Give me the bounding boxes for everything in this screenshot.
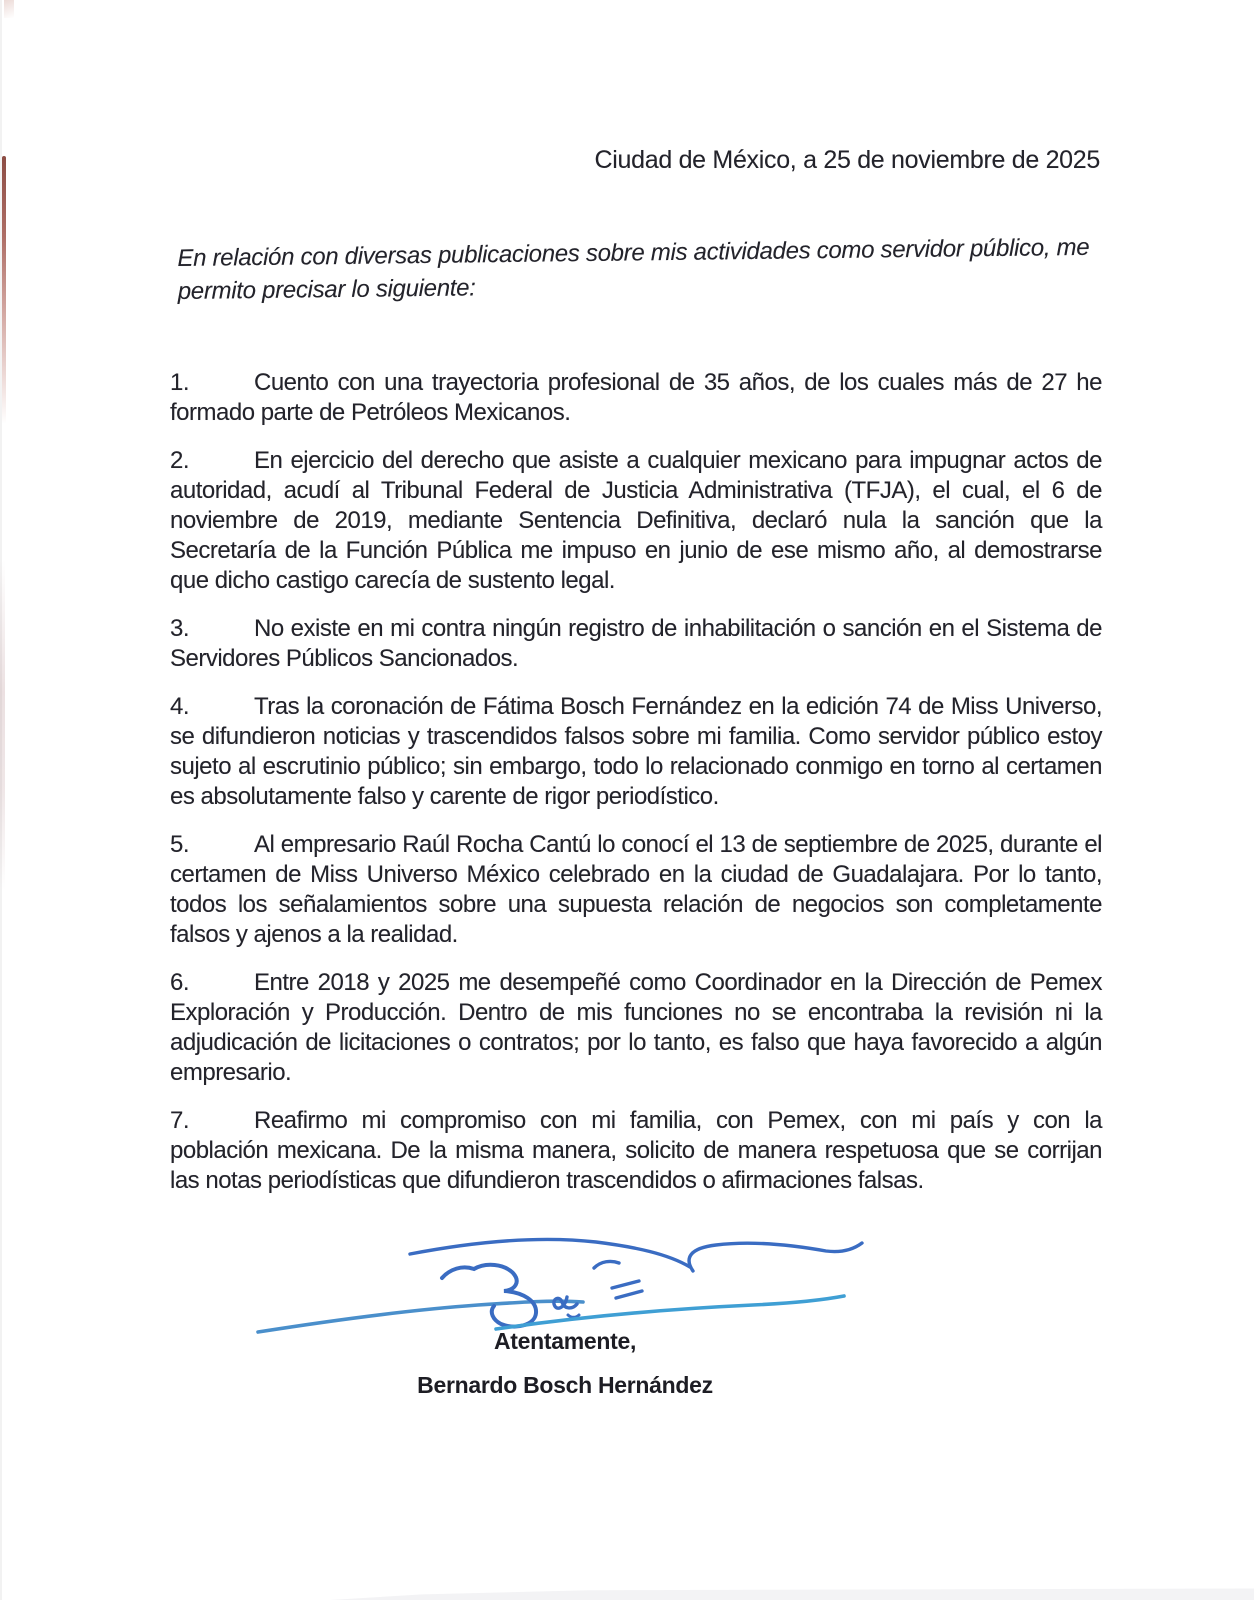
paragraph-text: Entre 2018 y 2025 me desempeñé como Coordinador en la Dirección de Pemex Exploración y Producción. Dentro de mis funciones no se encontraba la revisión ni la adjudicación de licitaciones o contratos; por lo tanto, es falso que haya favorecido a algún empresario. xyxy=(170,969,1102,1086)
paragraph-text: Reafirmo mi compromiso con mi familia, con Pemex, con mi país y con la población mexicana. De la misma manera, solicito de manera respetuosa que se corrijan las notas periodísticas que difundieron trascendidos o afirmaciones falsas. xyxy=(170,1107,1102,1194)
letter-paragraph-7 xyxy=(170,1106,1102,1196)
paragraph-number: 1. xyxy=(170,369,190,396)
signature-stroke-glyph3 xyxy=(442,1265,536,1327)
paragraph-number: 3. xyxy=(170,615,190,642)
letter-paragraph-6 xyxy=(170,968,1102,1088)
closing-salutation: Atentamente, xyxy=(493,1328,637,1354)
letter-paragraph-3 xyxy=(170,614,1102,674)
intro-paragraph: En relación con diversas publicaciones sobre mis actividades como servidor público, me permito precisar lo siguiente: xyxy=(177,233,1090,306)
paragraph-text: No existe en mi contra ningún registro de inhabilitación o sanción en el Sistema de Servidores Públicos Sancionados. xyxy=(170,615,1102,672)
scan-artifact-bottom-shadow xyxy=(330,1586,1254,1600)
paragraph-text: Cuento con una trayectoria profesional de 35 años, de los cuales más de 27 he formado parte de Petróleos Mexicanos. xyxy=(170,369,1102,426)
signatory-name: Bernardo Bosch Hernández xyxy=(417,1372,713,1398)
paragraph-text: Tras la coronación de Fátima Bosch Fernández en la edición 74 de Miss Universo, se difundieron noticias y trascendidos falsos sobre mi familia. Como servidor público estoy sujeto al escrutinio público; sin embargo, todo lo relacionado conmigo en torno al certamen es absolutamente falso y carente de rigor periodístico. xyxy=(170,693,1102,810)
signature-stroke-equals-top xyxy=(612,1281,639,1288)
signature-stroke-tilde xyxy=(594,1261,619,1268)
letter-paragraph-5 xyxy=(170,830,1102,950)
paragraph-number: 2. xyxy=(170,447,190,474)
signature-stroke-top-line xyxy=(410,1239,690,1267)
handwritten-signature-ink xyxy=(238,1236,870,1338)
paragraph-number: 5. xyxy=(170,831,190,858)
letter-paragraph-1 xyxy=(170,368,1102,428)
scan-artifact-red-line xyxy=(2,156,6,424)
paragraph-text: En ejercicio del derecho que asiste a cualquier mexicano para impugnar actos de autoridad, acudí al Tribunal Federal de Justicia Administrativa (TFJA), el cual, el 6 de noviembre de 2019, mediante Sentencia Definitiva, declaró nula la sanción que la Secretaría de la Función Pública me impuso en junio de ese mismo año, al demostrarse que dicho castigo carecía de sustento legal. xyxy=(170,447,1102,594)
letter-paragraph-4 xyxy=(170,692,1102,812)
signature-stroke-equals-bottom xyxy=(616,1291,642,1298)
paragraph-number: 6. xyxy=(170,969,190,996)
scan-artifact-top-corner xyxy=(4,0,14,18)
date-line: Ciudad de México, a 25 de noviembre de 2025 xyxy=(594,146,1100,174)
signature-stroke-right-line xyxy=(689,1243,862,1271)
paragraph-text: Al empresario Raúl Rocha Cantú lo conocí el 13 de septiembre de 2025, durante el certamen de Miss Universo México celebrado en la ciudad de Guadalajara. Por lo tanto, todos los señalamientos sobre una supuesta relación de negocios son completamente falsos y ajenos a la realidad. xyxy=(170,831,1102,948)
paragraph-number: 7. xyxy=(170,1107,190,1134)
paragraph-number: 4. xyxy=(170,693,190,720)
body-paragraphs xyxy=(170,368,1102,1214)
letter-paragraph-2 xyxy=(170,446,1102,596)
scan-artifact-pink-smudge xyxy=(0,560,5,890)
